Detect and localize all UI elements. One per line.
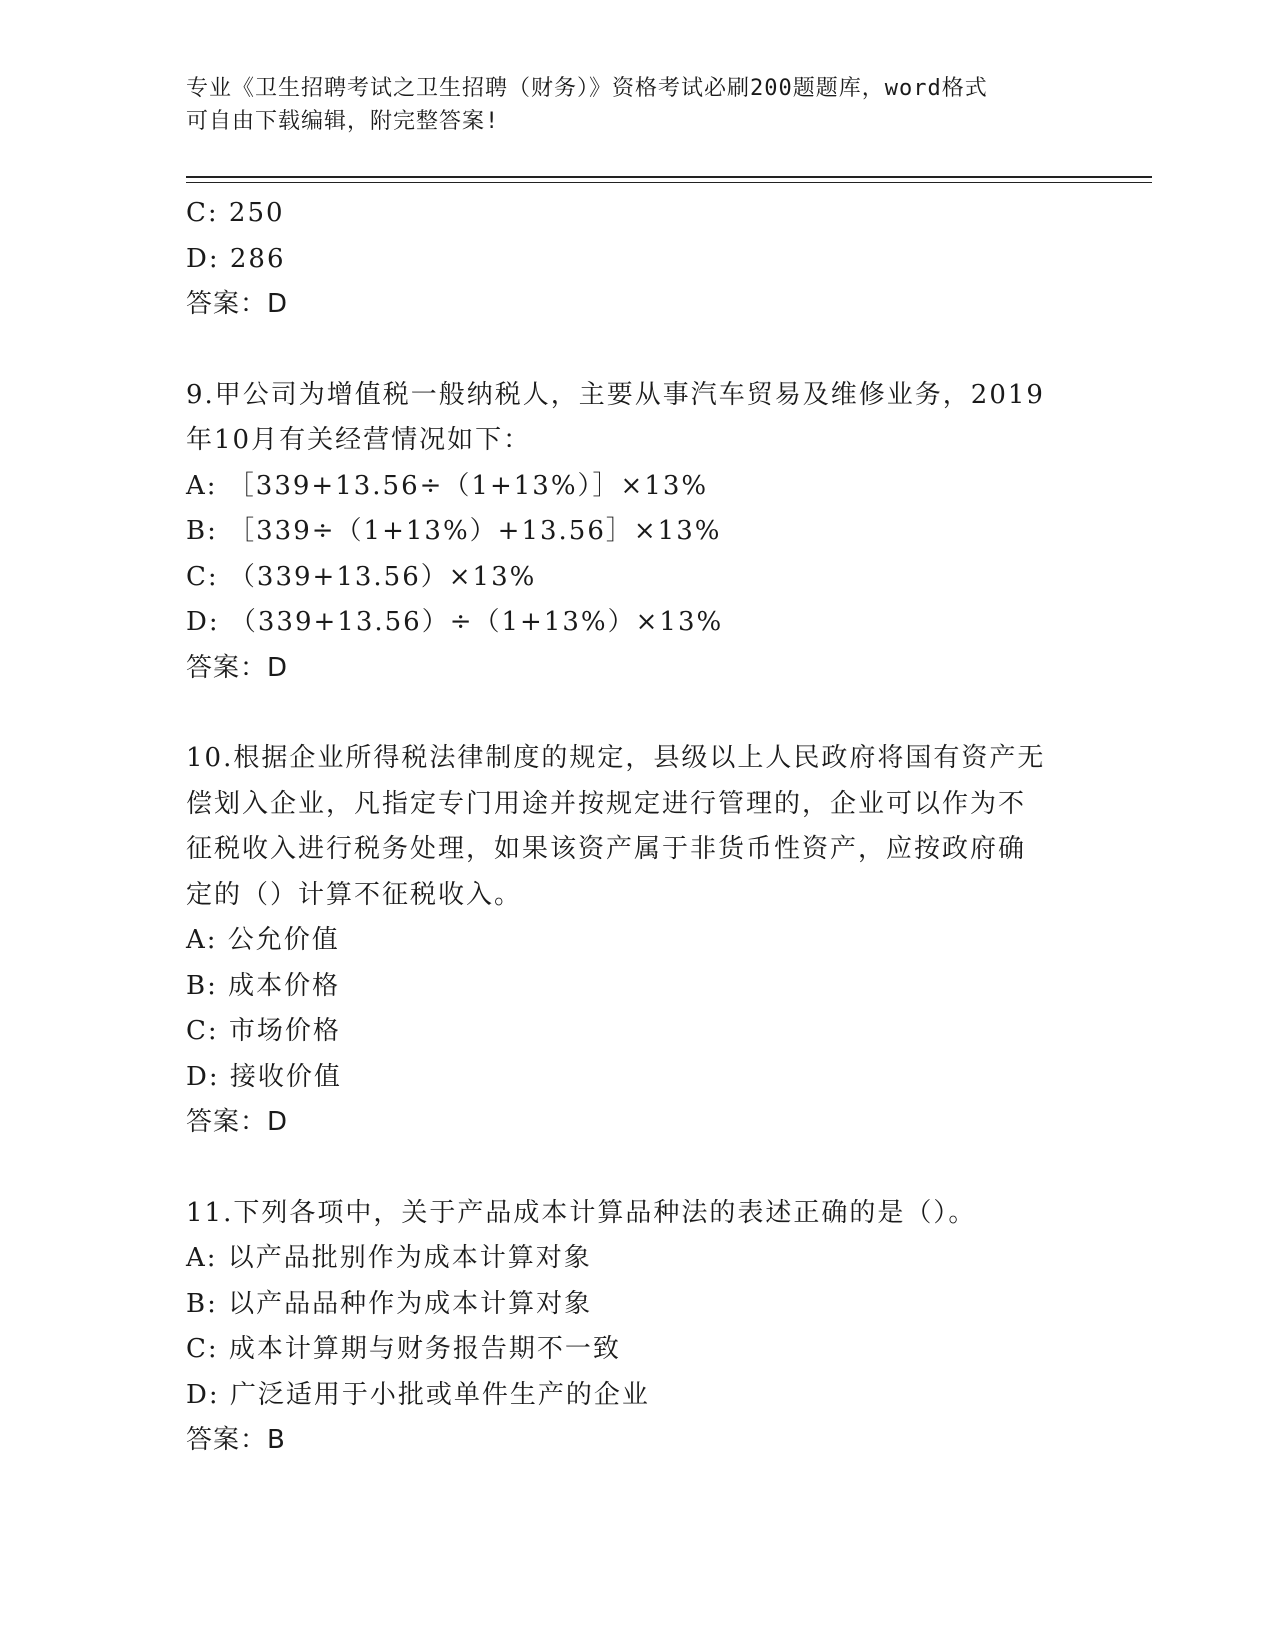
question-stem: 年10月有关经营情况如下： (186, 425, 532, 455)
option-d: D: 广泛适用于小批或单件生产的企业 (186, 1379, 650, 1410)
answer: 答案：D (186, 289, 289, 319)
header-rule-thin (186, 182, 1152, 183)
document-body (186, 191, 1086, 1464)
question-stem: 11.下列各项中，关于产品成本计算品种法的表述正确的是（）。 (186, 1197, 977, 1228)
option-a: A: 以产品批别作为成本计算对象 (186, 1243, 592, 1273)
option-c: C: 市场价格 (186, 1016, 341, 1046)
question-11 (186, 1191, 1086, 1464)
question-stem: 偿划入企业，凡指定专门用途并按规定进行管理的，企业可以作为不 (186, 788, 1027, 819)
answer: 答案：B (186, 1425, 286, 1455)
header-line-1: 专业《卫生招聘考试之卫生招聘（财务）》资格考试必刷200题题库，word格式 (186, 76, 988, 101)
header-line-2: 可自由下载编辑，附完整答案! (186, 109, 500, 134)
question-stem: 征税收入进行税务处理，如果该资产属于非货币性资产，应按政府确 (186, 834, 1027, 864)
option-b: B: 以产品品种作为成本计算对象 (186, 1288, 593, 1319)
option-a: A: 公允价值 (186, 925, 340, 955)
option-d: D: 286 (186, 243, 286, 274)
header-rule-thick (186, 176, 1152, 178)
question-stem: 定的（）计算不征税收入。 (186, 879, 523, 910)
question-8 (186, 191, 1086, 328)
question-stem: 9.甲公司为增值税一般纳税人，主要从事汽车贸易及维修业务，2019 (186, 379, 1045, 410)
answer: 答案：D (186, 1107, 289, 1137)
option-c: C: 成本计算期与财务报告期不一致 (186, 1334, 621, 1364)
option-d: D: 接收价值 (186, 1061, 342, 1092)
option-b: B: ［339÷（1+13%）+13.56］×13% (186, 516, 722, 546)
question-9 (186, 373, 1086, 692)
question-stem: 10.根据企业所得税法律制度的规定，县级以上人民政府将国有资产无 (186, 743, 1046, 773)
option-b: B: 成本价格 (186, 970, 341, 1001)
answer: 答案：D (186, 652, 289, 683)
option-a: A: ［339+13.56÷（1+13%）］×13% (186, 470, 709, 501)
question-10 (186, 736, 1086, 1146)
document-header (186, 72, 1066, 138)
option-c: C: （339+13.56）×13% (186, 561, 537, 592)
option-d: D: （339+13.56）÷（1+13%）×13% (186, 607, 724, 637)
option-c: C: 250 (186, 198, 285, 228)
